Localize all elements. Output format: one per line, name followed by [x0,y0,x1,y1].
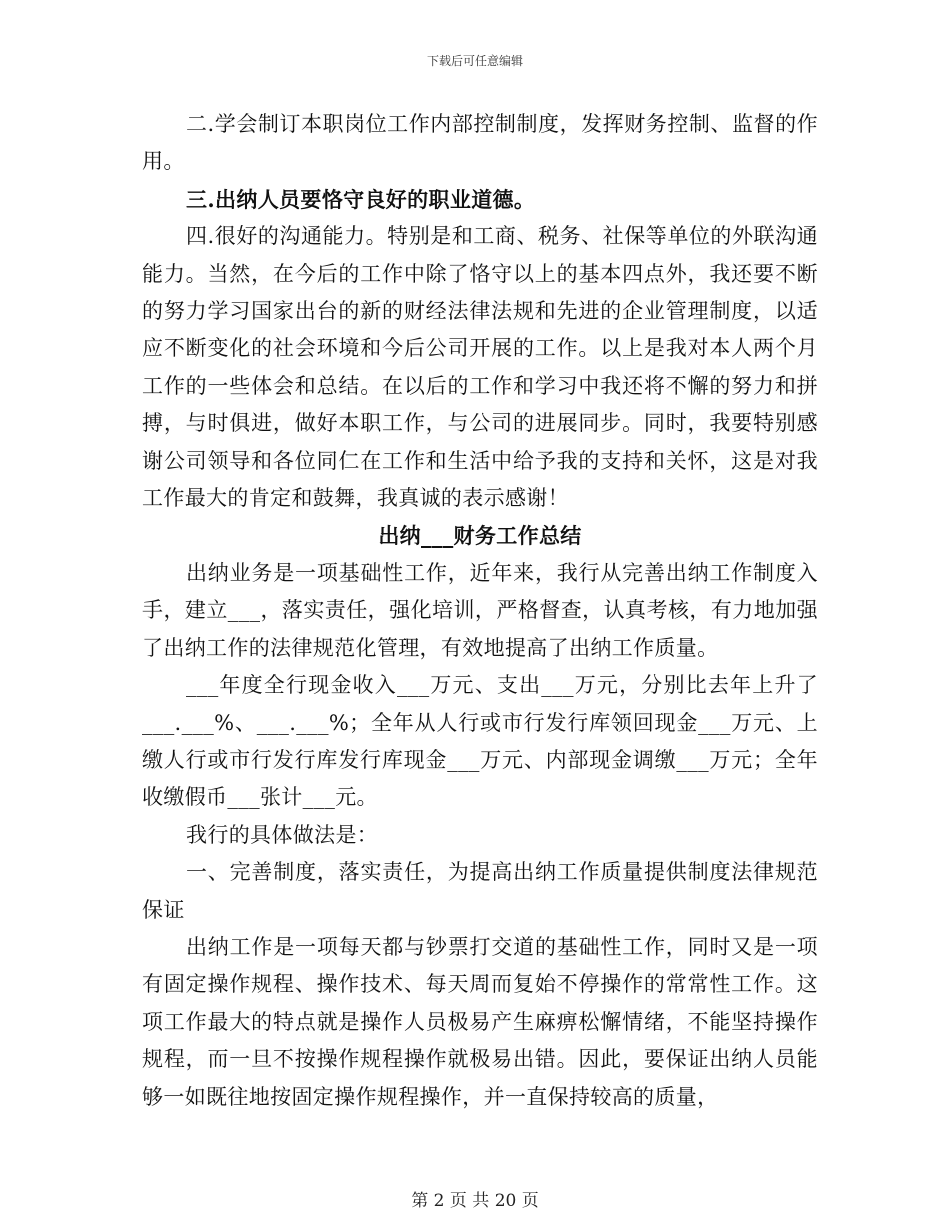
paragraph-method-one-body: 出纳工作是一项每天都与钞票打交道的基础性工作，同时又是一项有固定操作规程、操作技术、每天周而复始不停操作的常常性工作。这项工作最大的特点就是操作人员极易产生麻痹松懈情绪，不能坚持操作规程，而一旦不按操作规程操作就极易出错。因此，要保证出纳人员能够一如既往地按固定操作规程操作，并一直保持较高的质量， [142,934,818,1109]
document-body [142,106,818,1116]
paragraph-statistics: ___年度全行现金收入___万元、支出___万元，分别比去年上升了___.___%、___.___%；全年从人行或市行发行库领回现金___万元、上缴人行或市行发行库发行库现金___万元、内部现金调缴___万元；全年收缴假币___张计___元。 [142,673,818,810]
page-footer: 第 2 页 共 20 页 [411,1191,539,1211]
paragraph-intro: 出纳业务是一项基础性工作，近年来，我行从完善出纳工作制度入手，建立___，落实责任，强化培训，严格督查，认真考核，有力地加强了出纳工作的法律规范化管理，有效地提高了出纳工作质量。 [142,560,818,660]
paragraph-methods-intro: 我行的具体做法是： [186,822,379,847]
paragraph-communication: 四.很好的沟通能力。特别是和工商、税务、社保等单位的外联沟通能力。当然，在今后的工作中除了恪守以上的基本四点外，我还要不断的努力学习国家出台的新的财经法律法规和先进的企业管理制度，以适应不断变化的社会环境和今后公司开展的工作。以上是我对本人两个月工作的一些体会和总结。在以后的工作和学习中我还将不懈的努力和拼搏，与时俱进，做好本职工作，与公司的进展同步。同时，我要特别感谢公司领导和各位同仁在工作和生活中给予我的支持和关怀，这是对我工作最大的肯定和鼓舞，我真诚的表示感谢！ [142,224,818,511]
page-header: 下载后可任意编辑 [426,54,523,68]
section-title: 出纳___财务工作总结 [378,523,582,549]
paragraph-method-one-heading: 一、完善制度，落实责任，为提高出纳工作质量提供制度法律规范保证 [142,860,818,922]
paragraph-ethics-heading: 三.出纳人员要恪守良好的职业道德。 [186,186,536,212]
paragraph-control-system: 二.学会制订本职岗位工作内部控制制度，发挥财务控制、监督的作用。 [142,112,818,174]
